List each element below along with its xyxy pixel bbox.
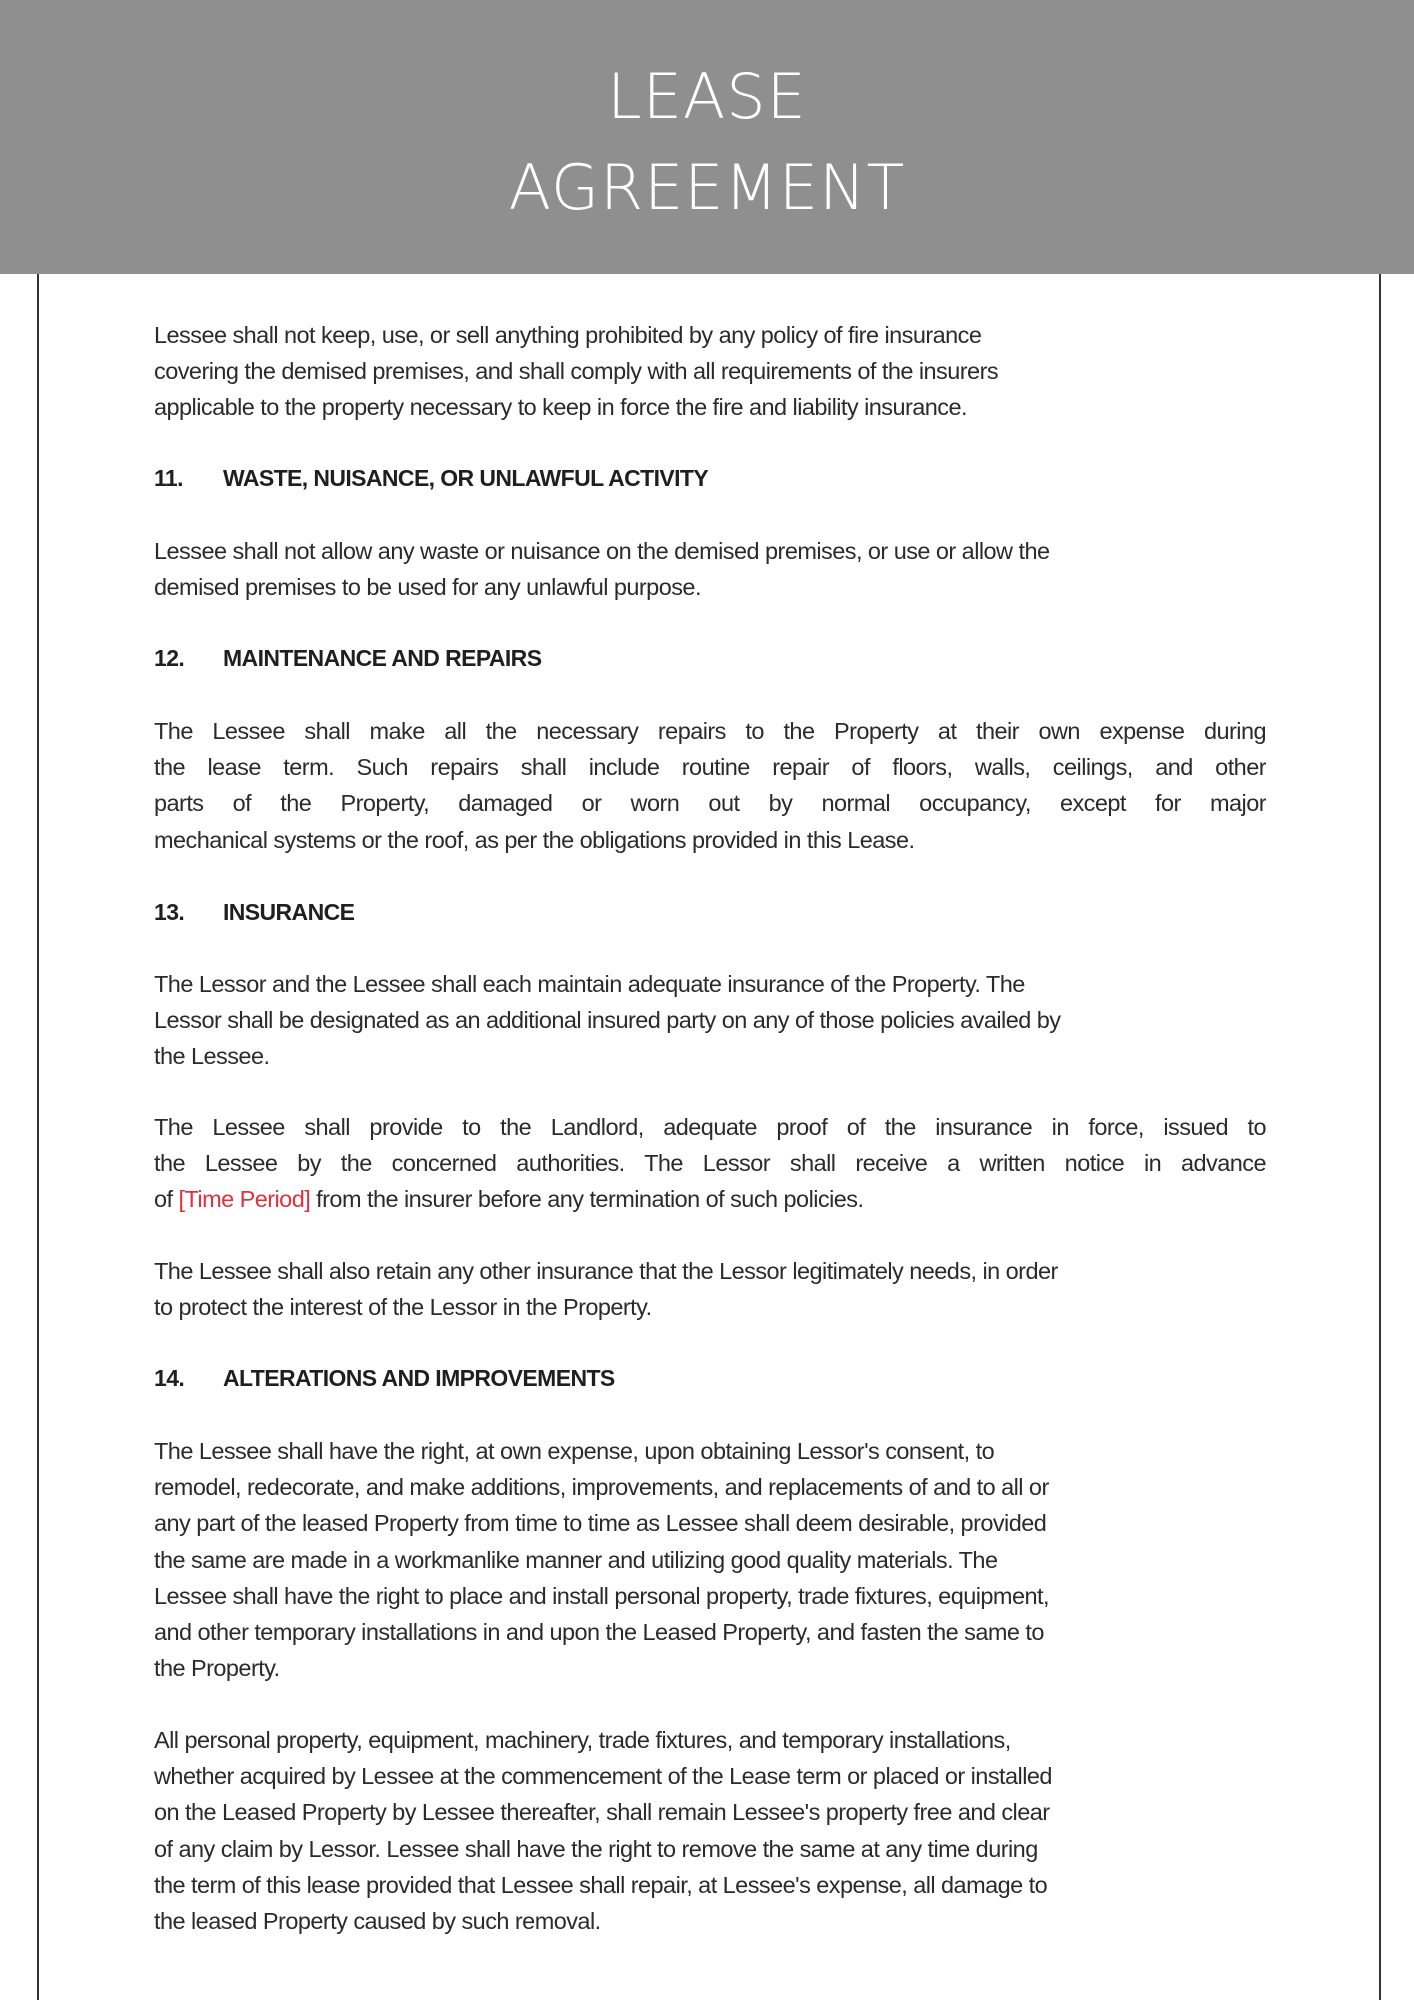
section-heading [154,894,354,930]
paragraph-line: Lessee shall not keep, use, or sell anything prohibited by any policy of fire insurance [154,322,982,348]
paragraph-line: applicable to the property necessary to keep in force the fire and liability insurance. [154,394,967,421]
paragraph-line: the lease term. Such repairs shall include routine repair of floors, walls, ceilings, and other [154,754,1266,781]
paragraph-line: on the Leased Property by Lessee thereafter, shall remain Lessee's property free and clear [154,1799,1050,1826]
paragraph-line: whether acquired by Lessee at the commencement of the Lease term or placed or installed [154,1763,1052,1790]
section-title: MAINTENANCE AND REPAIRS [223,645,542,671]
paragraph-line: and other temporary installations in and upon the Leased Property, and fasten the same to [154,1618,1044,1645]
paragraph-line: The Lessor and the Lessee shall each maintain adequate insurance of the Property. The [154,971,1025,997]
paragraph [154,1253,1266,1325]
paragraph-line: remodel, redecorate, and make additions, improvements, and replacements of and to all or [154,1474,1049,1501]
paragraph-line: The Lessee shall also retain any other insurance that the Lessor legitimately needs, in order [154,1258,1058,1284]
paragraph [154,1433,1266,1686]
paragraph-line: The Lessee shall make all the necessary repairs to the Property at their own expense during [154,718,1266,744]
paragraph-line: The Lessee shall provide to the Landlord, adequate proof of the insurance in force, issued to [154,1114,1266,1140]
paragraph-line: of any claim by Lessor. Lessee shall have the right to remove the same at any time during [154,1835,1038,1862]
paragraph-line: the term of this lease provided that Lessee shall repair, at Lessee's expense, all damage to [154,1871,1048,1898]
section-number: 12. [154,645,185,671]
paragraph [154,533,1266,605]
paragraph [154,1722,1266,1939]
paragraph-line [154,1181,1266,1217]
paragraph [154,966,1266,1075]
paragraph-line: the same are made in a workmanlike manner and utilizing good quality materials. The [154,1546,998,1573]
text: of [154,1186,179,1213]
paragraph-line: the Property. [154,1655,280,1682]
title-line-2: AGREEMENT [508,151,906,224]
intro-paragraph [154,317,1266,426]
paragraph-line: demised premises to be used for any unlawful purpose. [154,574,701,601]
section-number: 13. [154,899,185,925]
paragraph-line: any part of the leased Property from time to time as Lessee shall deem desirable, provided [154,1510,1047,1537]
section-title: INSURANCE [223,899,355,925]
paragraph-line: the Lessee. [154,1043,270,1070]
paragraph-line: to protect the interest of the Lessor in the Property. [154,1294,652,1321]
paragraph-line: parts of the Property, damaged or worn out by normal occupancy, except for major [154,790,1266,817]
page-border-left [37,274,39,2000]
paragraph-line: Lessee shall have the right to place and install personal property, trade fixtures, equipment, [154,1582,1049,1609]
paragraph-line: the leased Property caused by such removal. [154,1907,601,1934]
paragraph [154,1109,1266,1218]
section-heading [154,640,541,676]
paragraph [154,713,1266,858]
paragraph-line: covering the demised premises, and shall comply with all requirements of the insurers [154,358,999,385]
paragraph-line: All personal property, equipment, machinery, trade fixtures, and temporary installations, [154,1727,1011,1753]
document-header [0,0,1414,274]
placeholder-time-period: [Time Period] [178,1186,311,1213]
text: from the insurer before any termination of such policies. [310,1186,864,1213]
paragraph-line: mechanical systems or the roof, as per the obligations provided in this Lease. [154,826,915,853]
page-border-right [1379,274,1381,2000]
paragraph-line: Lessor shall be designated as an additional insured party on any of those policies availed by [154,1007,1061,1034]
section-heading [154,1360,615,1396]
paragraph-line: Lessee shall not allow any waste or nuisance on the demised premises, or use or allow the [154,538,1050,564]
section-number: 11. [154,465,183,491]
section-title: ALTERATIONS AND IMPROVEMENTS [223,1365,615,1391]
section-title: WASTE, NUISANCE, OR UNLAWFUL ACTIVITY [223,465,709,491]
section-heading [154,460,708,496]
title-line-1: LEASE [607,60,807,133]
paragraph-line: The Lessee shall have the right, at own expense, upon obtaining Lessor's consent, to [154,1438,995,1464]
paragraph-line: the Lessee by the concerned authorities. The Lessor shall receive a written notice in advance [154,1150,1266,1177]
section-number: 14. [154,1365,185,1391]
